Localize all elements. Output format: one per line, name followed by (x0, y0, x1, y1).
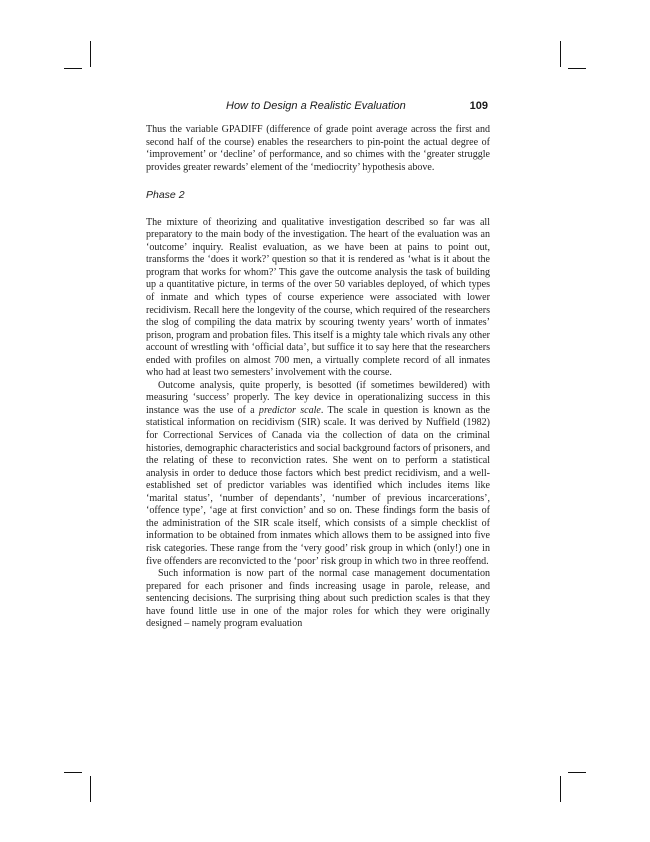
crop-mark-top-left-horizontal (64, 68, 82, 69)
paragraph-gpadiff: Thus the variable GPADIFF (difference of grade point average across the first and second half of the course) enables the researchers to pin-point the actual degree of ‘improvement’ or ‘decline’ of performance, and so chimes with the ‘greater struggle provides greater rewards’ element of the ‘mediocrity’ hypothesis above. (146, 124, 490, 173)
paragraph-outcome-analysis (146, 380, 490, 568)
running-head-title: How to Design a Realistic Evaluation (226, 100, 406, 112)
paragraph-case-management: Such information is now part of the normal case management documentation prepared for each prisoner and finds increasing usage in parole, release, and sentencing decisions. The surprising thing about such prediction scales is that they have found little use in one of the major roles for which they were originally designed – namely program evaluation (146, 568, 490, 630)
crop-mark-bottom-left-vertical (90, 776, 91, 802)
crop-mark-top-right-horizontal (568, 68, 586, 69)
crop-mark-bottom-right-horizontal (568, 772, 586, 773)
page-number: 109 (469, 100, 488, 112)
paragraph-outcome-analysis-text-b: . The scale in question is known as the statistical information on recidivism (SIR) scale. It was derived by Nuffield (1982) for Correctional Services of Canada via the collection of data on the criminal histories, demographic characteristics and social background factors of prisoners, and the relating of these to reconviction rates. She went on to perform a statistical analysis in order to deduce those factors which best predict recidivism, and a well-established set of predictor variables was identified which includes items like ‘marital status’, ‘number of dependants’, ‘number of previous incarcerations’, ‘offence type’, ‘age at first conviction’ and so on. These findings form the basis of the administration of the SIR scale itself, which consists of a simple checklist of information to be obtained from inmates which allows them to be assigned into five risk categories. These range from the ‘very good’ risk group in which (only!) one in five offenders are reconvicted to the ‘poor’ risk group in which two in three reoffend. (146, 404, 490, 567)
crop-mark-bottom-right-vertical (560, 776, 561, 802)
crop-mark-bottom-left-horizontal (64, 772, 82, 773)
section-heading: Phase 2 (146, 189, 185, 202)
running-head (226, 100, 488, 114)
crop-mark-top-right-vertical (560, 41, 561, 67)
paragraph-outcome-analysis-text-a: Outcome analysis, quite properly, is besotted (if sometimes bewildered) with measuring ‘success’ properly. The key device in operationalizing success in this instance was the use of a (146, 379, 490, 416)
predictor-scale-emphasis: predictor scale (258, 404, 321, 416)
page-body (146, 124, 490, 631)
crop-mark-top-left-vertical (90, 41, 91, 67)
paragraph-phase-2-intro: The mixture of theorizing and qualitative investigation described so far was all preparatory to the main body of the investigation. The heart of the evaluation was an ‘outcome’ inquiry. Realist evaluation, as we have been at pains to point out, transforms the ‘does it work?’ question so that it is rendered as ‘what is it about the program that works for whom?’ This gave the outcome analysis the task of building up a quantitative picture, in terms of the over 50 variables deployed, of which types of inmate and which types of course experience were associated with lower recidivism. Recall here the longevity of the course, which required of the researchers the slog of compiling the data matrix by scouring twenty years’ worth of inmates’ prison, program and probation files. This itself is a mighty tale which rivals any other account of wrestling with ‘official data’, but suffice it to say here that the researchers ended with profiles on almost 700 men, a virtually complete record of all inmates who had at least two semesters’ involvement with the course. (146, 216, 490, 379)
